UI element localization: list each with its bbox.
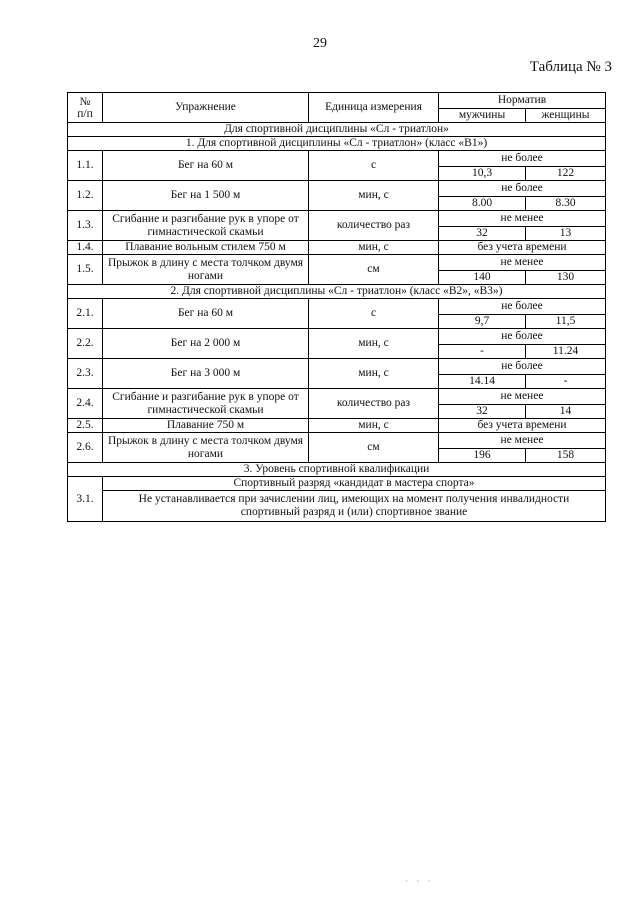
section-title: 2. Для спортивной дисциплины «Сл - триатлон» (класс «В2», «В3») [68,285,606,299]
row-num: 2.2. [68,329,103,359]
exercise-name: Прыжок в длину с места толчком двумя ногами [103,255,309,285]
footer-marks: · · · [405,876,434,886]
row-num: 1.1. [68,151,103,181]
norm-condition: не более [439,329,606,345]
table-row [68,137,606,151]
table-title: Таблица № 3 [529,59,612,75]
table-row [68,285,606,299]
women-value: 11,5 [526,315,606,329]
exercise-name: Бег на 2 000 м [103,329,309,359]
exercise-name: Бег на 60 м [103,151,309,181]
table-row [68,93,606,109]
norm-value: без учета времени [439,419,606,433]
women-value: 158 [526,449,606,463]
women-value: 14 [526,405,606,419]
exercise-name: Бег на 60 м [103,299,309,329]
header-unit: Единица измерения [309,93,439,123]
table-row [68,359,606,375]
exercise-name: Прыжок в длину с места толчком двумя ногами [103,433,309,463]
table-row [68,123,606,137]
row-num: 1.3. [68,211,103,241]
norm-value: без учета времени [439,241,606,255]
exercise-name: Плавание вольным стилем 750 м [103,241,309,255]
unit: количество раз [309,389,439,419]
table-row [68,389,606,405]
norm-condition: не более [439,181,606,197]
table-row [68,419,606,433]
women-value: - [526,375,606,389]
table-row [68,255,606,271]
men-value: 140 [439,271,526,285]
norm-condition: не более [439,359,606,375]
header-women: женщины [526,109,606,123]
rank-title: Спортивный разряд «кандидат в мастера спорта» [103,477,606,491]
norm-condition: не менее [439,211,606,227]
unit: количество раз [309,211,439,241]
men-value: 14.14 [439,375,526,389]
women-value: 130 [526,271,606,285]
men-value: 32 [439,227,526,241]
men-value: - [439,345,526,359]
header-exercise: Упражнение [103,93,309,123]
exercise-name: Плавание 750 м [103,419,309,433]
header-norm: Норматив [439,93,606,109]
row-num: 1.2. [68,181,103,211]
unit: мин, с [309,241,439,255]
row-num: 2.1. [68,299,103,329]
unit: мин, с [309,329,439,359]
discipline-title: Для спортивной дисциплины «Сл - триатлон» [68,123,606,137]
rank-note: Не устанавливается при зачислении лиц, имеющих на момент получения инвалидности спортивный разряд и (или) спортивное звание [103,491,606,522]
norm-condition: не менее [439,433,606,449]
row-num: 2.6. [68,433,103,463]
table-row [68,151,606,167]
header-num: № п/п [68,93,103,123]
women-value: 11.24 [526,345,606,359]
unit: мин, с [309,181,439,211]
unit: см [309,255,439,285]
table-row [68,433,606,449]
exercise-name: Бег на 1 500 м [103,181,309,211]
unit: мин, с [309,359,439,389]
header-men: мужчины [439,109,526,123]
table-row [68,299,606,315]
women-value: 13 [526,227,606,241]
norm-condition: не менее [439,389,606,405]
table-row [68,241,606,255]
men-value: 196 [439,449,526,463]
unit: с [309,299,439,329]
exercise-name: Сгибание и разгибание рук в упоре от гимнастической скамьи [103,389,309,419]
men-value: 32 [439,405,526,419]
exercise-name: Бег на 3 000 м [103,359,309,389]
row-num: 1.4. [68,241,103,255]
norm-condition: не более [439,151,606,167]
women-value: 122 [526,167,606,181]
men-value: 8.00 [439,197,526,211]
row-num: 1.5. [68,255,103,285]
row-num: 3.1. [68,477,103,522]
page-number: 29 [313,36,327,51]
women-value: 8.30 [526,197,606,211]
row-num: 2.3. [68,359,103,389]
row-num: 2.4. [68,389,103,419]
table-row [68,181,606,197]
standards-table [67,92,606,522]
unit: см [309,433,439,463]
exercise-name: Сгибание и разгибание рук в упоре от гимнастической скамьи [103,211,309,241]
row-num: 2.5. [68,419,103,433]
unit: мин, с [309,419,439,433]
men-value: 10,3 [439,167,526,181]
table-row [68,329,606,345]
section-title: 3. Уровень спортивной квалификации [68,463,606,477]
unit: с [309,151,439,181]
men-value: 9,7 [439,315,526,329]
norm-condition: не менее [439,255,606,271]
norm-condition: не более [439,299,606,315]
table-row [68,491,606,522]
table-row [68,211,606,227]
table-row [68,463,606,477]
table-row [68,477,606,491]
section-title: 1. Для спортивной дисциплины «Сл - триатлон» (класс «В1») [68,137,606,151]
